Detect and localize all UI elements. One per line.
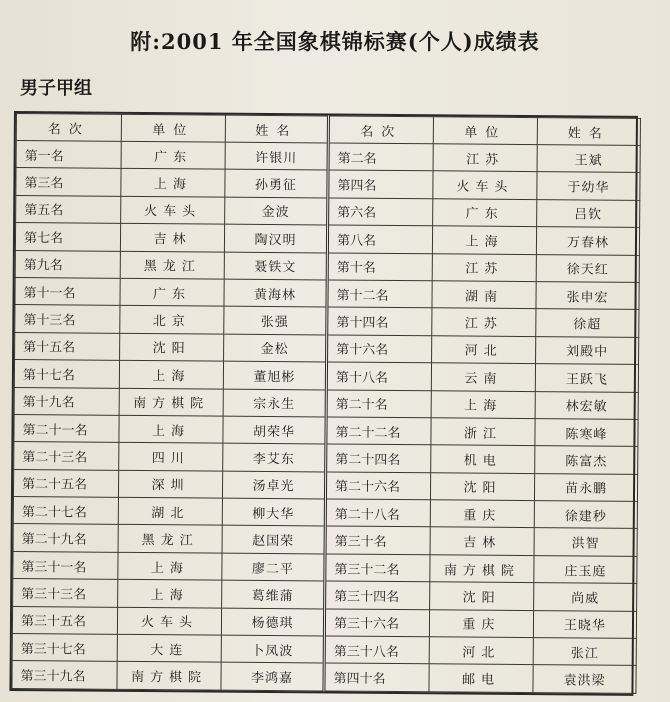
cell-name: 林宏敏 <box>535 391 638 419</box>
group-title: 男子甲组 <box>20 78 92 99</box>
cell-name: 王晓华 <box>533 610 636 638</box>
cell-rank: 第三十九名 <box>12 661 117 689</box>
cell-unit: 火车头 <box>121 196 225 224</box>
cell-unit: 上海 <box>119 360 223 388</box>
cell-name: 尚威 <box>534 583 637 611</box>
cell-name: 王跃飞 <box>535 364 638 392</box>
cell-rank: 第三十五名 <box>12 606 117 634</box>
cell-unit: 南方棋院 <box>119 388 223 416</box>
cell-unit: 云南 <box>431 363 535 391</box>
cell-unit: 上海 <box>432 226 536 254</box>
cell-name: 张申宏 <box>536 282 639 310</box>
cell-unit: 重庆 <box>429 609 533 637</box>
cell-rank: 第二十五名 <box>13 469 118 497</box>
cell-name: 胡荣华 <box>223 416 326 444</box>
cell-unit: 北京 <box>120 306 224 334</box>
cell-name: 王斌 <box>537 145 640 173</box>
cell-unit: 南方棋院 <box>117 662 221 690</box>
cell-name: 聂铁文 <box>224 252 327 280</box>
cell-name: 汤卓光 <box>222 471 325 499</box>
cell-unit: 大连 <box>117 634 221 662</box>
cell-rank: 第五名 <box>16 195 121 223</box>
cell-unit: 南方棋院 <box>430 555 534 583</box>
cell-unit: 湖南 <box>432 281 536 309</box>
cell-unit: 沈阳 <box>430 582 534 610</box>
cell-rank: 第三名 <box>16 168 121 196</box>
cell-rank: 第十九名 <box>14 387 119 415</box>
cell-rank: 第六名 <box>328 198 433 226</box>
cell-rank: 第十六名 <box>327 335 432 363</box>
cell-rank: 第三十八名 <box>324 636 429 664</box>
cell-unit: 上海 <box>118 552 222 580</box>
cell-rank: 第十七名 <box>14 360 119 388</box>
cell-name: 金松 <box>224 334 327 362</box>
cell-rank: 第十名 <box>327 253 432 281</box>
cell-name: 陶汉明 <box>224 224 327 252</box>
cell-unit: 河北 <box>429 637 533 665</box>
cell-name: 吕钦 <box>537 199 640 227</box>
cell-rank: 第十二名 <box>327 280 432 308</box>
cell-rank: 第七名 <box>15 223 120 251</box>
cell-unit: 邮电 <box>429 664 533 692</box>
cell-name: 张江 <box>533 638 636 666</box>
cell-unit: 广东 <box>120 278 224 306</box>
cell-rank: 第四十名 <box>324 663 429 691</box>
cell-rank: 第十四名 <box>327 307 432 335</box>
cell-name: 苗永鹏 <box>534 473 637 501</box>
cell-rank: 第八名 <box>327 225 432 253</box>
cell-name: 庄玉庭 <box>534 555 637 583</box>
cell-rank: 第二十八名 <box>325 499 430 527</box>
cell-name: 万春林 <box>536 227 639 255</box>
cell-name: 陈富杰 <box>535 446 638 474</box>
cell-unit: 上海 <box>121 169 225 197</box>
cell-name: 卜凤波 <box>221 635 324 663</box>
cell-unit: 火车头 <box>117 607 221 635</box>
header-unit: 单位 <box>121 114 225 142</box>
cell-unit: 湖北 <box>118 497 222 525</box>
cell-unit: 上海 <box>118 580 222 608</box>
cell-unit: 江苏 <box>432 308 536 336</box>
cell-unit: 沈阳 <box>120 333 224 361</box>
cell-rank: 第十一名 <box>15 277 120 305</box>
cell-name: 袁洪梁 <box>533 665 636 693</box>
cell-rank: 第三十名 <box>325 526 430 554</box>
cell-rank: 第十三名 <box>15 305 120 333</box>
cell-rank: 第三十六名 <box>324 609 429 637</box>
cell-name: 李艾东 <box>223 443 326 471</box>
cell-rank: 第二名 <box>328 143 433 171</box>
cell-rank: 第二十七名 <box>13 497 118 525</box>
cell-name: 徐天红 <box>536 254 639 282</box>
header-name: 姓名 <box>225 115 328 143</box>
cell-name: 徐建秒 <box>534 501 637 529</box>
cell-rank: 第三十二名 <box>325 554 430 582</box>
cell-name: 葛维蒲 <box>222 580 325 608</box>
cell-unit: 重庆 <box>430 500 534 528</box>
cell-unit: 江苏 <box>433 144 537 172</box>
cell-name: 张强 <box>224 306 327 334</box>
cell-name: 李鸿嘉 <box>221 663 324 691</box>
cell-name: 董旭彬 <box>223 361 326 389</box>
cell-rank: 第二十六名 <box>325 472 430 500</box>
cell-rank: 第二十一名 <box>14 414 119 442</box>
cell-name: 金波 <box>225 197 328 225</box>
cell-unit: 火车头 <box>433 171 537 199</box>
cell-rank: 第二十三名 <box>14 442 119 470</box>
table-row <box>12 661 636 693</box>
cell-rank: 第三十七名 <box>12 634 117 662</box>
cell-name: 洪智 <box>534 528 637 556</box>
cell-name: 柳大华 <box>222 498 325 526</box>
cell-name: 宗永生 <box>223 389 326 417</box>
cell-rank: 第三十三名 <box>13 579 118 607</box>
cell-rank: 第一名 <box>16 141 121 169</box>
cell-name: 孙勇征 <box>225 170 328 198</box>
cell-rank: 第二十九名 <box>13 524 118 552</box>
cell-rank: 第二十名 <box>326 389 431 417</box>
cell-unit: 上海 <box>119 415 223 443</box>
cell-unit: 黑龙江 <box>118 525 222 553</box>
cell-rank: 第九名 <box>15 250 120 278</box>
cell-unit: 四川 <box>119 443 223 471</box>
cell-unit: 上海 <box>431 390 535 418</box>
cell-unit: 沈阳 <box>430 472 534 500</box>
header-rank: 名次 <box>328 116 433 144</box>
cell-name: 廖二平 <box>222 553 325 581</box>
document-title: 附:2001 年全国象棋锦标赛(个人)成绩表 <box>130 29 540 54</box>
cell-unit: 深圳 <box>118 470 222 498</box>
cell-unit: 河北 <box>432 336 536 364</box>
cell-name: 许银川 <box>225 142 328 170</box>
cell-unit: 吉林 <box>430 527 534 555</box>
header-rank: 名次 <box>16 114 121 142</box>
cell-unit: 广东 <box>433 199 537 227</box>
cell-rank: 第三十四名 <box>325 581 430 609</box>
cell-rank: 第十八名 <box>326 362 431 390</box>
cell-unit: 机电 <box>431 445 535 473</box>
cell-unit: 黑龙江 <box>120 251 224 279</box>
cell-unit: 吉林 <box>120 224 224 252</box>
results-table <box>9 111 638 696</box>
cell-unit: 广东 <box>121 141 225 169</box>
cell-name: 黄海林 <box>224 279 327 307</box>
cell-rank: 第四名 <box>328 170 433 198</box>
cell-unit: 江苏 <box>432 253 536 281</box>
cell-rank: 第二十四名 <box>326 444 431 472</box>
cell-name: 徐超 <box>536 309 639 337</box>
cell-name: 刘殿中 <box>536 336 639 364</box>
cell-name: 杨德琪 <box>221 608 324 636</box>
header-unit: 单位 <box>433 117 537 145</box>
cell-name: 陈寒峰 <box>535 419 638 447</box>
header-name: 姓名 <box>537 118 640 146</box>
cell-rank: 第二十二名 <box>326 417 431 445</box>
cell-name: 于幼华 <box>537 172 640 200</box>
cell-name: 赵国荣 <box>222 526 325 554</box>
cell-unit: 浙江 <box>431 418 535 446</box>
cell-rank: 第三十一名 <box>13 551 118 579</box>
cell-rank: 第十五名 <box>15 332 120 360</box>
